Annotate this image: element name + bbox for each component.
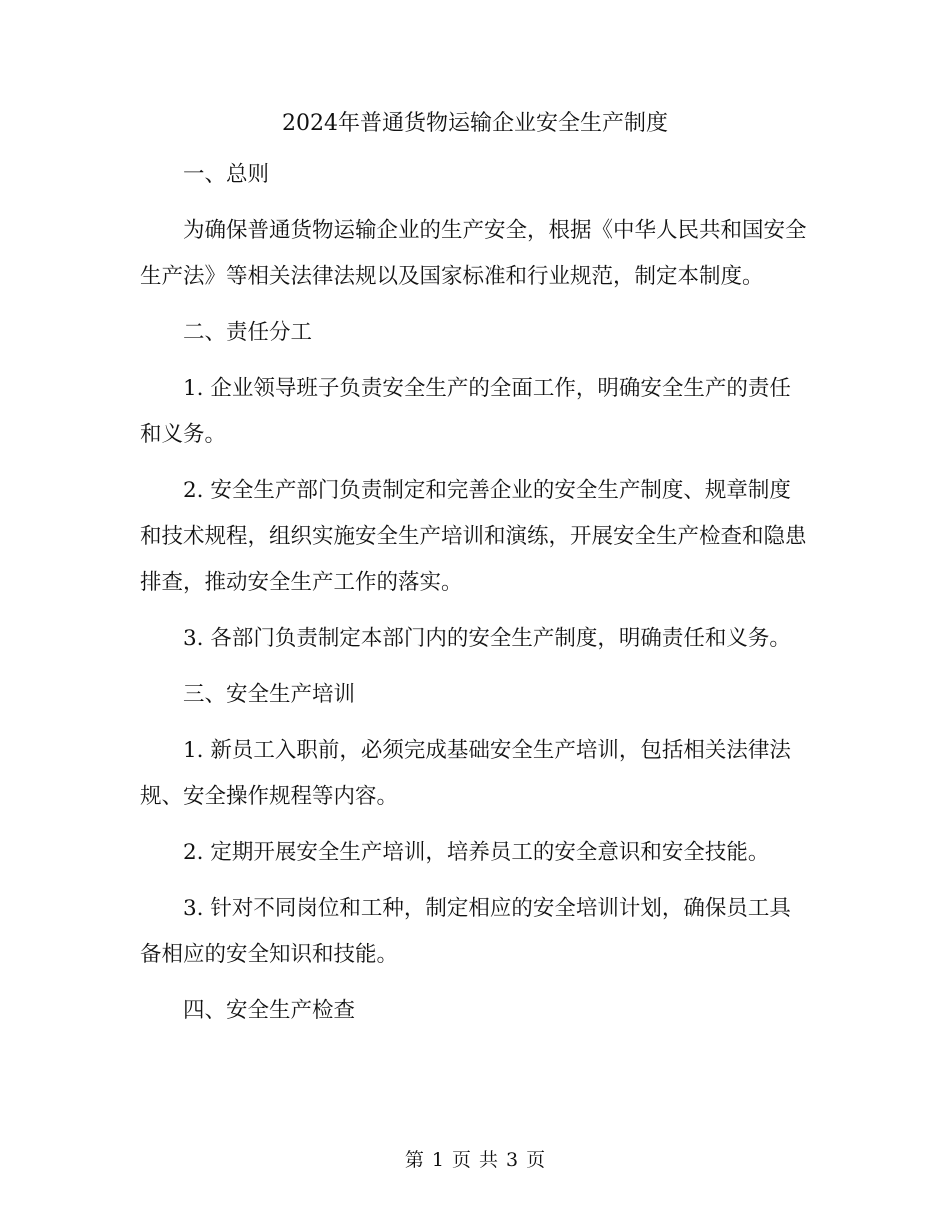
paragraph-responsibility-3: 3. 各部门负责制定本部门内的安全生产制度，明确责任和义务。 bbox=[183, 626, 791, 651]
paragraph-responsibility-1: 1. 企业领导班子负责安全生产的全面工作，明确安全生产的责任和义务。 bbox=[140, 376, 791, 447]
footer-total-prefix: 共 bbox=[479, 1149, 499, 1171]
document-body bbox=[140, 106, 810, 1034]
page-footer bbox=[0, 1146, 950, 1174]
footer-page-label: 页 bbox=[451, 1149, 471, 1171]
footer-page-prefix: 第 bbox=[404, 1149, 424, 1171]
paragraph-training-3: 3. 针对不同岗位和工种，制定相应的安全培训计划，确保员工具备相应的安全知识和技能。 bbox=[140, 896, 791, 967]
footer-total-pages: 3 bbox=[506, 1149, 519, 1171]
document-title: 2024年普通货物运输企业安全生产制度 bbox=[282, 111, 668, 136]
section-heading-general: 一、总则 bbox=[183, 162, 270, 187]
paragraph-general-purpose: 为确保普通货物运输企业的生产安全，根据《中华人民共和国安全生产法》等相关法律法规以及国家标准和行业规范，制定本制度。 bbox=[140, 218, 807, 289]
footer-total-suffix: 页 bbox=[526, 1149, 546, 1171]
section-heading-training: 三、安全生产培训 bbox=[183, 682, 356, 707]
footer-page-number: 1 bbox=[431, 1149, 444, 1171]
section-heading-inspection: 四、安全生产检查 bbox=[183, 998, 356, 1023]
paragraph-training-1: 1. 新员工入职前，必须完成基础安全生产培训，包括相关法律法规、安全操作规程等内容。 bbox=[140, 738, 791, 809]
paragraph-responsibility-2: 2. 安全生产部门负责制定和完善企业的安全生产制度、规章制度和技术规程，组织实施安全生产培训和演练，开展安全生产检查和隐患排查，推动安全生产工作的落实。 bbox=[140, 478, 807, 595]
paragraph-training-2: 2. 定期开展安全生产培训，培养员工的安全意识和安全技能。 bbox=[183, 840, 770, 865]
section-heading-responsibilities: 二、责任分工 bbox=[183, 320, 313, 345]
